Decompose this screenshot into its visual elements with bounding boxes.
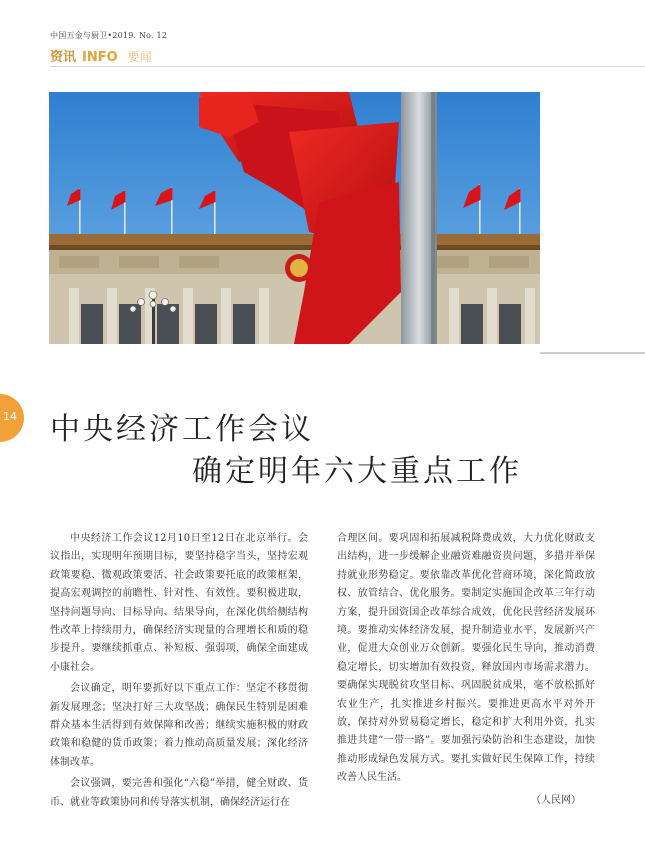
section-sublabel: 要闻 <box>127 50 152 64</box>
article-paragraph: 会议强调，要完善和强化“六稳”举措，健全财政、货币、就业等政策协同和传导落实机制，确保经济运行在 <box>50 778 308 808</box>
section-label-en: INFO <box>82 50 118 65</box>
article-source: （人民网） <box>531 794 581 806</box>
section-bar <box>50 46 152 65</box>
article-paragraph: 会议确定，明年要抓好以下重点工作：坚定不移贯彻新发展理念；坚决打好三大攻坚战；确保民生特别是困难群众基本生活得到有效保障和改善；继续实施积极的财政政策和稳健的货币政策；着力推动高质量发展；深化经济体制改革。 <box>50 683 308 768</box>
article-title-line-1: 中央经济工作会议 <box>50 412 314 447</box>
header-divider <box>50 66 645 67</box>
article-column-right <box>337 530 595 813</box>
hero-photo <box>49 92 540 344</box>
hero-side-rule <box>540 352 645 354</box>
article-title-line-2: 确定明年六大重点工作 <box>192 454 522 489</box>
article-paragraph: 中央经济工作会议12月10日至12日在北京举行。会议指出，实现明年预期目标，要坚持稳字当头，坚持宏观政策要稳、微观政策要活、社会政策要托底的政策框架，提高宏观调控的前瞻性、针对性、有效性。要积极进取，坚持问题导向、目标导向、结果导向，在深化供给侧结构性改革上持续用力，确保经济实现量的合理增长和质的稳步提升。要继续抓重点、补短板、强弱项，确保全面建成小康社会。 <box>50 533 308 673</box>
page-number: 14 <box>3 410 17 423</box>
hero-photo-illustration <box>49 92 540 344</box>
article-paragraph: 合理区间。要巩固和拓展减税降费成效，大力优化财政支出结构，进一步缓解企业融资难融资贵问题，多措并举保持就业形势稳定。要依靠改革优化营商环境，深化简政放权、放管结合、优化服务。要制定实施国企改革三年行动方案，提升国资国企改革综合成效，优化民营经济发展环境。要推动实体经济发展，提升制造业水平，发展新兴产业，促进大众创业万众创新。要强化民生导向，推动消费稳定增长，切实增加有效投资，释放国内市场需求潜力。要确保实现脱贫攻坚目标、巩固脱贫成果，毫不放松抓好农业生产，扎实推进乡村振兴。要推进更高水平对外开放，保持对外贸易稳定增长，稳定和扩大利用外资，扎实推进共建“一带一路”。要加强污染防治和生态建设，加快推动形成绿色发展方式。要扎实做好民生保障工作，持续改善人民生活。 <box>337 533 595 784</box>
article-column-left <box>50 530 308 815</box>
section-label-zh: 资讯 <box>50 50 77 65</box>
journal-header: 中国五金与厨卫•2019. No. 12 <box>50 31 168 40</box>
